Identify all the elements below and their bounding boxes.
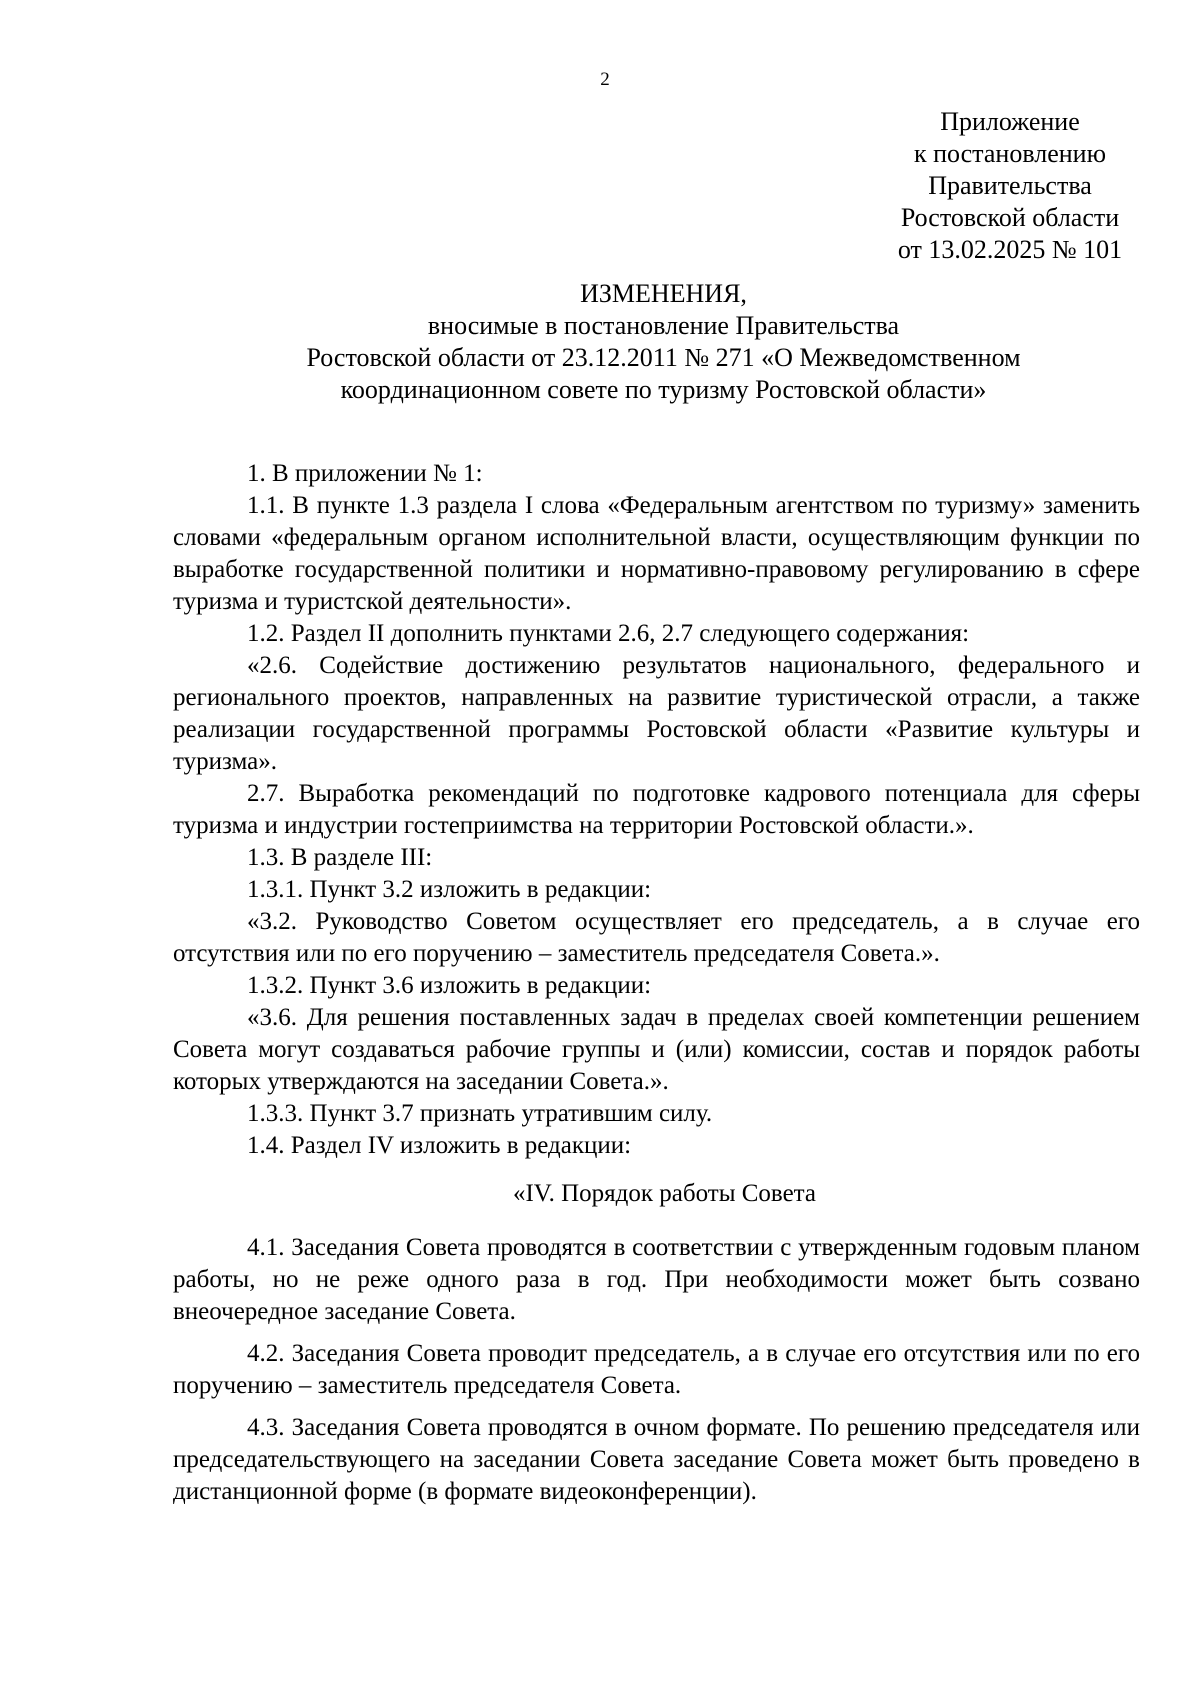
title-line: Ростовской области от 23.12.2011 № 271 «О Межведомственном	[306, 343, 1021, 372]
paragraph-2-7: 2.7. Выработка рекомендаций по подготовке кадрового потенциала для сферы туризма и индустрии гостеприимства на территории Ростовской области.».	[173, 780, 1140, 839]
paragraph-4-2: 4.2. Заседания Совета проводит председатель, а в случае его отсутствия или по его поручению – заместитель председателя Совета.	[173, 1340, 1140, 1399]
paragraph-4-1: 4.1. Заседания Совета проводятся в соответствии с утвержденным годовым планом работы, но не реже одного раза в год. При необходимости может быть созвано внеочередное заседание Совета.	[173, 1234, 1140, 1325]
paragraph-1-3-1: 1.3.1. Пункт 3.2 изложить в редакции:	[247, 876, 652, 903]
paragraph-1-3-2: 1.3.2. Пункт 3.6 изложить в редакции:	[247, 972, 652, 999]
appendix-line: Приложение	[940, 107, 1080, 136]
appendix-line: от 13.02.2025 № 101	[897, 235, 1123, 264]
paragraph-1-4: 1.4. Раздел IV изложить в редакции:	[247, 1132, 632, 1159]
paragraph-1-2: 1.2. Раздел II дополнить пунктами 2.6, 2.7 следующего содержания:	[247, 620, 970, 647]
section-iv-heading: «IV. Порядок работы Совета	[512, 1180, 817, 1207]
paragraph-3-6: «3.6. Для решения поставленных задач в пределах своей компетенции решением Совета могут создаваться рабочие группы и (или) комиссии, состав и порядок работы которых утверждаются на заседании Совета.».	[173, 1004, 1140, 1095]
document-body	[173, 458, 1140, 1508]
appendix-line: Правительства	[928, 171, 1092, 200]
paragraph-1-3-3: 1.3.3. Пункт 3.7 признать утратившим силу.	[247, 1100, 713, 1127]
document-title	[160, 278, 1167, 406]
paragraph-1-3: 1.3. В разделе III:	[247, 844, 433, 871]
appendix-line: к постановлению	[913, 139, 1107, 168]
page-number: 2	[600, 69, 610, 90]
appendix-line: Ростовской области	[900, 203, 1120, 232]
paragraph-1: 1. В приложении № 1:	[247, 460, 483, 487]
paragraph-4-3: 4.3. Заседания Совета проводятся в очном формате. По решению председателя или председательствующего на заседании Совета заседание Совета может быть проведено в дистанционной форме (в формате видеоконференции).	[173, 1414, 1140, 1505]
title-heading: ИЗМЕНЕНИЯ,	[580, 279, 747, 308]
title-line: вносимые в постановление Правительства	[427, 311, 900, 340]
paragraph-2-6: «2.6. Содействие достижению результатов национального, федерального и регионального проектов, направленных на развитие туристической отрасли, а также реализации государственной программы Ростовской области «Развитие культуры и туризма».	[173, 652, 1140, 775]
paragraph-3-2: «3.2. Руководство Советом осуществляет его председатель, а в случае его отсутствия или по его поручению – заместитель председателя Совета.».	[173, 908, 1140, 967]
paragraph-1-1: 1.1. В пункте 1.3 раздела I слова «Федеральным агентством по туризму» заменить словами «федеральным органом исполнительной власти, осуществляющим функции по выработке государственной политики и нормативно-правовому регулированию в сфере туризма и туристской деятельности».	[173, 492, 1140, 615]
appendix-stamp	[840, 106, 1180, 266]
title-line: координационном совете по туризму Ростовской области»	[340, 375, 987, 404]
